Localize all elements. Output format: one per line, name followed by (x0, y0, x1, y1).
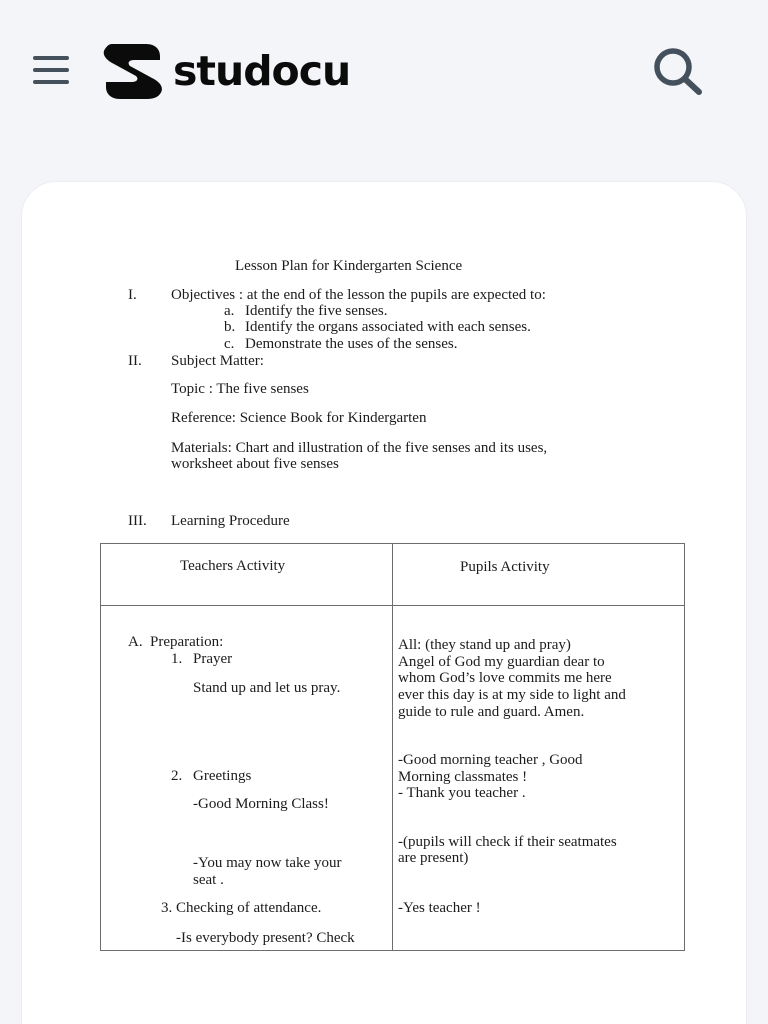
pupil-activity-text: guide to rule and guard. Amen. (398, 704, 585, 720)
teacher-activity-text: Prayer (193, 651, 233, 667)
table-divider (101, 605, 684, 606)
materials-line: worksheet about five senses (171, 456, 339, 472)
list-marker: b. (224, 319, 236, 335)
brand-name: studocu (173, 47, 351, 95)
subject-matter-heading: Subject Matter: (171, 353, 264, 369)
objective-item: Identify the organs associated with each senses. (245, 319, 531, 335)
objective-item: Identify the five senses. (245, 303, 388, 319)
pupil-activity-text: whom God’s love commits me here (398, 670, 612, 686)
learning-procedure-heading: Learning Procedure (171, 513, 290, 529)
teacher-activity-text: -Good Morning Class! (193, 796, 329, 812)
list-marker: c. (224, 336, 235, 352)
pupil-activity-text: Morning classmates ! (398, 769, 528, 785)
list-marker: A. (128, 634, 143, 650)
section-numeral: I. (128, 287, 137, 303)
teacher-activity-text: 3. Checking of attendance. (161, 900, 322, 916)
pupil-activity-text: - Thank you teacher . (398, 785, 526, 801)
list-marker: 1. (171, 651, 183, 667)
materials-line: Materials: Chart and illustration of the five senses and its uses, (171, 440, 548, 456)
teacher-activity-text: -Is everybody present? Check (176, 930, 355, 946)
teacher-activity-text: Stand up and let us pray. (193, 680, 341, 696)
list-marker: 2. (171, 768, 183, 784)
topic-line: Topic : The five senses (171, 381, 309, 397)
teacher-activity-text: seat . (193, 872, 224, 888)
teacher-activity-text: -You may now take your (193, 855, 342, 871)
pupil-activity-text: ever this day is at my side to light and (398, 687, 626, 703)
pupil-activity-text: are present) (398, 850, 469, 866)
table-header-teachers: Teachers Activity (180, 558, 286, 574)
procedure-table (100, 543, 685, 951)
teacher-activity-text: Preparation: (150, 634, 224, 650)
section-numeral: II. (128, 353, 142, 369)
list-marker: a. (224, 303, 235, 319)
pupil-activity-text: All: (they stand up and pray) (398, 637, 571, 653)
pupil-activity-text: Angel of God my guardian dear to (398, 654, 605, 670)
pupil-activity-text: -(pupils will check if their seatmates (398, 834, 617, 850)
pupil-activity-text: -Yes teacher ! (398, 900, 481, 916)
table-header-pupils: Pupils Activity (460, 559, 550, 575)
reference-line: Reference: Science Book for Kindergarten (171, 410, 427, 426)
teacher-activity-text: Greetings (193, 768, 252, 784)
objectives-heading: Objectives : at the end of the lesson the pupils are expected to: (171, 287, 546, 303)
pupil-activity-text: -Good morning teacher , Good (398, 752, 583, 768)
objective-item: Demonstrate the uses of the senses. (245, 336, 458, 352)
section-numeral: III. (128, 513, 147, 529)
document-title: Lesson Plan for Kindergarten Science (235, 258, 463, 274)
